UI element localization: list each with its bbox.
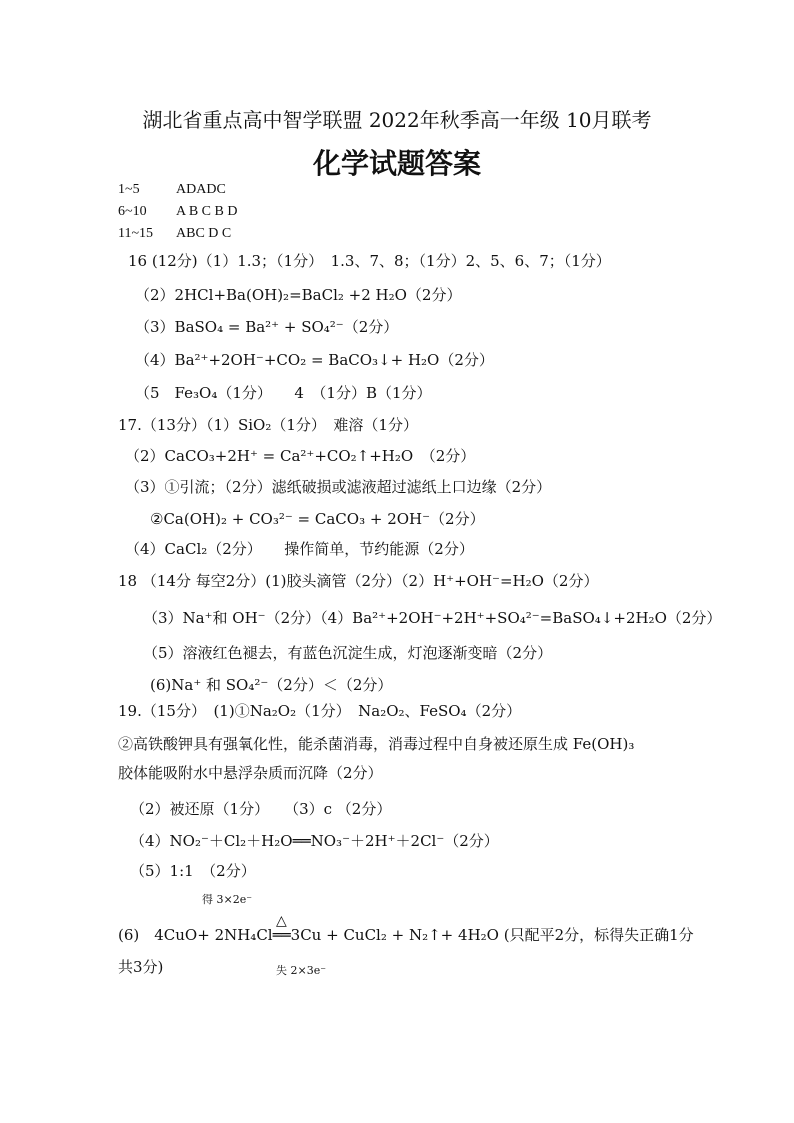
answer-line: （5）溶液红色褪去，有蓝色沉淀生成，灯泡逐渐变暗（2分）	[143, 644, 553, 662]
electron-gain-label: 得 3×2e⁻	[202, 893, 253, 906]
answer-line: （3）Na⁺和 OH⁻（2分）（4）Ba²⁺+2OH⁻+2H⁺+SO₄²⁻=BaSO₄↓+2H₂O（2分）	[143, 609, 722, 627]
choice-row-1	[118, 182, 226, 198]
choice-answers: A B C B D	[176, 204, 238, 219]
choice-answers: ADADC	[176, 182, 226, 197]
answer-line: （5）1:1 （2分）	[130, 862, 256, 880]
choice-row-2	[118, 204, 237, 220]
answer-line: 共3分)	[118, 958, 164, 976]
answer-line: 16 (12分)（1）1.3；（1分） 1.3、7、8；（1分）2、5、6、7；（1分）	[128, 252, 611, 270]
answer-line: 胶体能吸附水中悬浮杂质而沉降（2分）	[118, 764, 383, 782]
answer-line: （4）NO₂⁻＋Cl₂＋H₂O══NO₃⁻＋2H⁺＋2Cl⁻（2分）	[130, 832, 499, 850]
heat-symbol: △	[276, 913, 287, 929]
answer-line: 18 （14分 每空2分）(1)胶头滴管（2分）（2）H⁺+OH⁻=H₂O（2分）	[118, 572, 599, 590]
exam-header: 湖北省重点高中智学联盟 2022年秋季高一年级 10月联考	[142, 108, 652, 132]
choice-answers: ABC D C	[176, 226, 232, 241]
answer-line: （4）CaCl₂（2分） 操作简单，节约能源（2分）	[125, 540, 474, 558]
answer-line: （2）2HCl+Ba(OH)₂=BaCl₂ +2 H₂O（2分）	[135, 286, 462, 304]
answer-line: 17.（13分）（1）SiO₂（1分） 难溶（1分）	[118, 416, 418, 434]
choice-range: 6~10	[118, 204, 147, 219]
choice-row-3	[118, 226, 231, 242]
answer-line: ②高铁酸钾具有强氧化性，能杀菌消毒，消毒过程中自身被还原生成 Fe(OH)₃	[118, 735, 635, 753]
answer-line: ②Ca(OH)₂ + CO₃²⁻ = CaCO₃ + 2OH⁻（2分）	[150, 510, 485, 528]
answer-line: （5 Fe₃O₄（1分） 4 （1分）B（1分）	[135, 384, 432, 402]
electron-loss-label: 失 2×3e⁻	[276, 964, 327, 977]
answer-line: 19.（15分） (1)①Na₂O₂（1分） Na₂O₂、FeSO₄（2分）	[118, 702, 522, 720]
answer-line: (6)Na⁺ 和 SO₄²⁻（2分）＜（2分）	[150, 676, 393, 694]
choice-range: 11~15	[118, 226, 154, 241]
answer-line: （3）①引流；（2分）滤纸破损或滤液超过滤纸上口边缘（2分）	[125, 478, 552, 496]
choice-range: 1~5	[118, 182, 140, 197]
answer-line: （3）BaSO₄ = Ba²⁺ + SO₄²⁻（2分）	[135, 318, 399, 336]
answer-line: (6) 4CuO+ 2NH₄Cl══3Cu + CuCl₂ + N₂↑+ 4H₂O (只配平2分，标得失正确1分	[118, 926, 694, 944]
page-title: 化学试题答案	[312, 147, 481, 180]
answer-line: （2）被还原（1分） （3）c （2分）	[130, 800, 392, 818]
answer-line: （4）Ba²⁺+2OH⁻+CO₂ = BaCO₃↓+ H₂O（2分）	[135, 351, 494, 369]
answer-line: （2）CaCO₃+2H⁺ = Ca²⁺+CO₂↑+H₂O （2分）	[125, 447, 476, 465]
